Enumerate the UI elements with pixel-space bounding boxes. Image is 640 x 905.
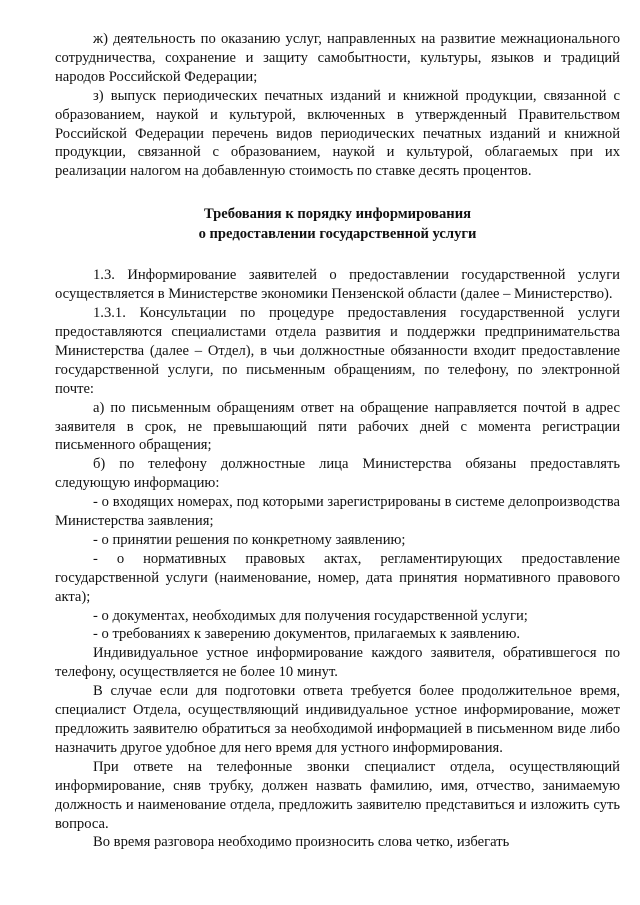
paragraph-1-3: 1.3. Информирование заявителей о предоставлении государственной услуги осуществляется в Министерстве экономики Пензенской области (далее – Министерство). xyxy=(55,267,620,303)
paragraph-phone-calls: При ответе на телефонные звонки специалист отдела, осуществляющий информирование, сняв трубку, должен назвать фамилию, имя, отчество, занимаемую должность и наименование отдела, предложить заявителю представиться и изложить суть вопроса. xyxy=(55,758,620,832)
paragraph-longer-answer: В случае если для подготовки ответа требуется более продолжительное время, специалист Отдела, осуществляющий индивидуальное устное информирование, может предложить заявителю обратиться за необходимой информацией в письменном виде либо назначить другое удобное для него время для устного информирования. xyxy=(55,683,620,756)
document-page xyxy=(55,30,620,852)
paragraph-1-3-1: 1.3.1. Консультации по процедуре предоставления государственной услуги предоставляются специалистами отдела развития и поддержки предпринимательства Министерства (далее – Отдел), в чьи должностные обязанности входит предоставление государственной услуги, по письменным обращениям, по телефону, по электронной почте: xyxy=(55,305,620,397)
list-item-legal-acts: - о нормативных правовых актах, регламентирующих предоставление государственной услуги (наименование, номер, дата принятия нормативного правового акта); xyxy=(55,550,620,605)
paragraph-b: б) по телефону должностные лица Министерства обязаны предоставлять следующую информацию: xyxy=(55,456,620,492)
paragraph-z: з) выпуск периодических печатных изданий и книжной продукции, связанной с образованием, наукой и культурой, включенных в утвержденный Правительством Российской Федерации перечень видов периодических печатных изданий и книжной продукции, связанной с образованием, наукой и культурой, облагаемых при их реализации налогом на добавленную стоимость по ставке десять процентов. xyxy=(55,87,620,180)
paragraph-zh: ж) деятельность по оказанию услуг, направленных на развитие межнационального сотрудничества, сохранение и защиту самобытности, культуры, языков и традиций народов Российской Федерации; xyxy=(55,31,620,85)
paragraph-individual-info: Индивидуальное устное информирование каждого заявителя, обратившегося по телефону, осуществляется не более 10 минут. xyxy=(55,645,620,681)
list-item-certification: - о требованиях к заверению документов, прилагаемых к заявлению. xyxy=(93,626,520,643)
section-heading-line-1: Требования к порядку информирования xyxy=(203,206,472,223)
section-heading xyxy=(55,204,620,244)
section-heading-line-2: о предоставлении государственной услуги xyxy=(198,226,477,243)
paragraph-a: а) по письменным обращениям ответ на обращение направляется почтой в адрес заявителя в срок, не превышающий пяти рабочих дней с момента регистрации письменного обращения; xyxy=(55,399,620,454)
list-item-documents: - о документах, необходимых для получения государственной услуги; xyxy=(93,607,528,624)
list-item-incoming-numbers: - о входящих номерах, под которыми зарегистрированы в системе делопроизводства Министерства заявления; xyxy=(55,494,620,530)
paragraph-conversation: Во время разговора необходимо произносить слова четко, избегать xyxy=(93,834,510,851)
list-item-decision: - о принятии решения по конкретному заявлению; xyxy=(93,531,406,548)
